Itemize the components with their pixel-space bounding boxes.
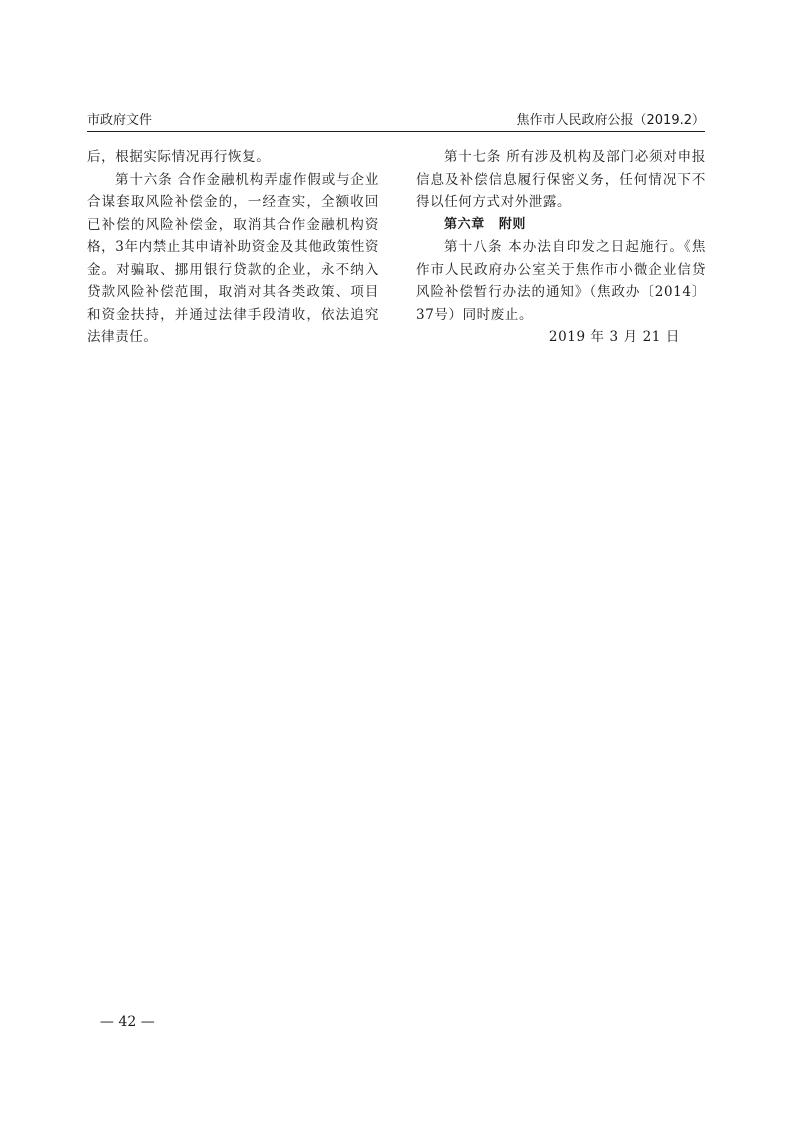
chapter-number: 第六章 <box>444 216 485 232</box>
running-header <box>87 112 705 130</box>
header-divider <box>87 131 705 132</box>
left-column <box>87 146 379 349</box>
header-publication-title: 焦作市人民政府公报（2019.2） <box>516 113 705 128</box>
page-number: — 42 — <box>100 1014 155 1030</box>
continuation-paragraph: 后，根据实际情况再行恢复。 <box>87 149 271 165</box>
chapter-title: 附则 <box>498 216 527 232</box>
article-18-paragraph: 第十八条 本办法自印发之日起施行。《焦作市人民政府办公室关于焦作市小微企业信贷风险补偿暂行办法的通知》（焦政办〔2014〕37号）同时废止。 <box>416 239 706 323</box>
issue-date: 2019 年 3 月 21 日 <box>548 329 680 345</box>
chapter-heading <box>416 214 706 237</box>
right-column <box>416 146 706 349</box>
header-section-title: 市政府文件 <box>87 113 153 128</box>
article-17-paragraph: 第十七条 所有涉及机构及部门必须对申报信息及补偿信息履行保密义务，任何情况下不得以任何方式对外泄露。 <box>416 149 706 210</box>
article-16-paragraph: 第十六条 合作金融机构弄虚作假或与企业合谋套取风险补偿金的，一经查实，全额收回已补偿的风险补偿金，取消其合作金融机构资格，3年内禁止其申请补助资金及其他政策性资金。对骗取、挪用银行贷款的企业，永不纳入贷款风险补偿范围，取消对其各类政策、项目和资金扶持，并通过法律手段清收，依法追究法律责任。 <box>87 171 379 345</box>
